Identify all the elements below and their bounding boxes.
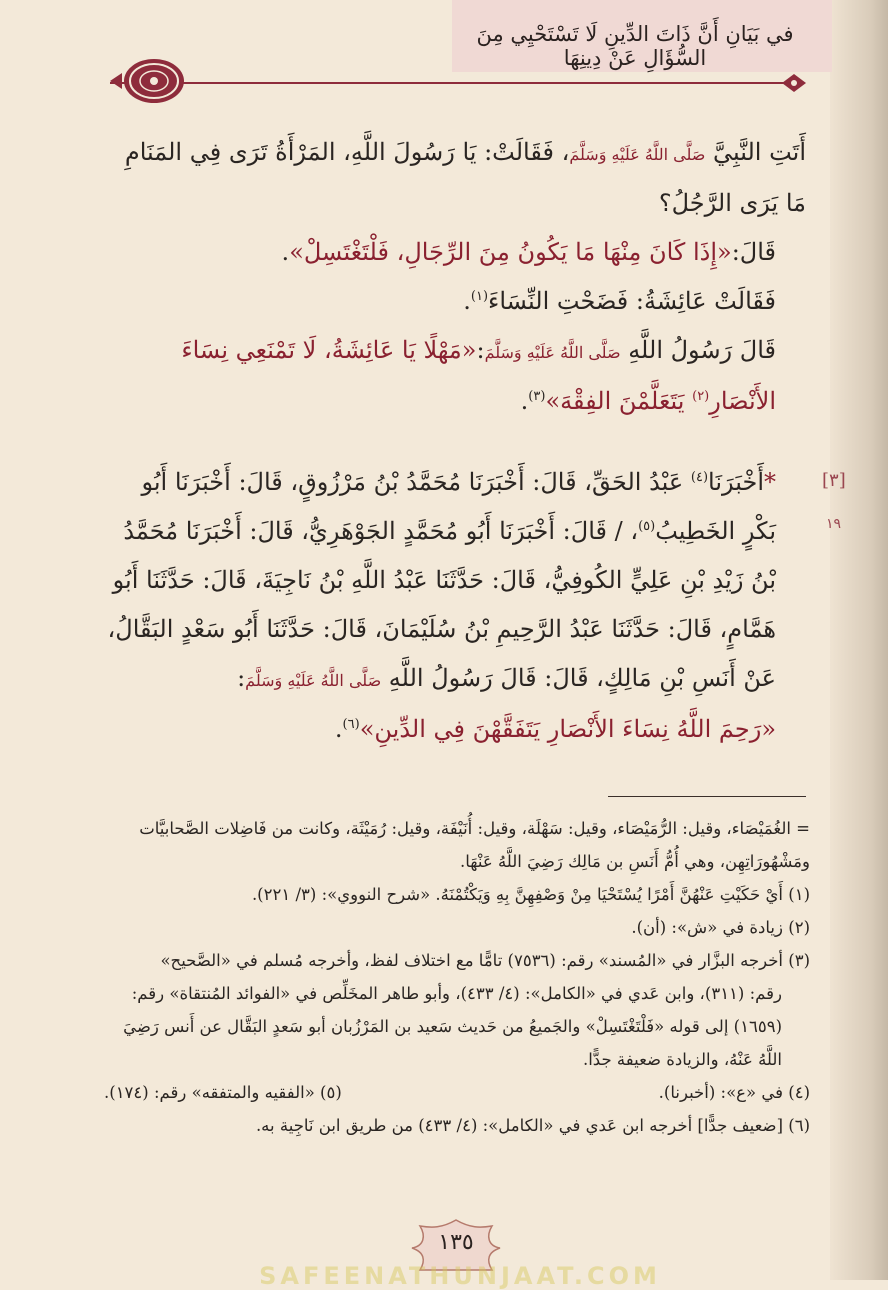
header-rule: [110, 82, 800, 84]
page-edge-shadow: [830, 0, 888, 1280]
footnote: (٢) زيادة في «ش»: (أن).: [631, 918, 810, 937]
text-segment: :: [237, 664, 246, 692]
paragraph: [104, 128, 806, 228]
footnote-marker: (٥): [638, 519, 656, 534]
text-segment: أَخْبَرَنَا: [708, 468, 764, 496]
watermark-text: SAFEENATHUNJAAT.COM: [259, 1262, 661, 1290]
hadith-number: [٣]: [822, 470, 846, 491]
paragraph: [104, 458, 806, 705]
honorific: صَلَّى اللَّهُ عَلَيْهِ وَسَلَّمَ: [569, 145, 706, 164]
text-segment: قَالَ رَسُولُ اللَّهِ: [620, 336, 776, 364]
text-segment: قَالَ:: [731, 238, 776, 266]
paragraph: [104, 277, 806, 326]
paragraph: [104, 705, 806, 754]
paragraph-gap: [104, 426, 806, 458]
text-segment: .: [281, 238, 290, 266]
footnote-marker: (٢): [692, 389, 710, 404]
page-number: ١٣٥: [438, 1230, 474, 1255]
hadith-quote: يَتَعَلَّمْنَ الفِقْهَ»: [545, 387, 693, 415]
text-segment: .: [520, 387, 529, 415]
footnote-marker: (٤): [690, 470, 709, 485]
honorific: صَلَّى اللَّهُ عَلَيْهِ وَسَلَّمَ: [484, 343, 621, 362]
footnote-continuation: رقم: (٣١١)، وابن عَدي في «الكامل»: (٤/ ٤٣٣)، وأبو طاهر المخَلِّص في «الفوائد المُنتقاة» رقم: (١٦٥٩) إلى قوله «فَلْتَغْتَسِلْ» والجَميعُ من حَديث سَعيد بن المَرْزُبان أبو سَعدٍ البَقَّال عن أَنس رَضِيَ اللَّهُ عَنْهُ، والزيادة ضعيفة جدًّا.: [123, 984, 782, 1069]
main-text: [104, 128, 806, 754]
hadith-asterisk: *: [764, 468, 776, 496]
footnote-rule: [608, 796, 806, 797]
text-segment: أَتَتِ النَّبِيَّ: [705, 138, 806, 166]
footnote-marker: (١): [470, 289, 489, 304]
footnote-marker: (٣): [528, 389, 546, 404]
text-segment: فَقَالَتْ عَائِشَةُ: فَضَحْتِ النِّسَاءَ: [488, 287, 776, 315]
text-segment: .: [463, 287, 471, 315]
text-segment: ، فَقَالَتْ: يَا رَسُولَ اللَّهِ، المَرْأَةُ تَرَى فِي المَنَامِ مَا يَرَى الرَّجُلُ؟: [124, 138, 806, 217]
paragraph: [104, 326, 806, 426]
footnote: (٣) أخرجه البزَّار في «المُسند» رقم: (٧٥٣٦) تامًّا مع اختلاف لفظ، وأخرجه مُسلم في «الصَّحيح»: [160, 951, 810, 970]
ornament-icon: [108, 55, 188, 107]
footnote-row: [104, 1076, 810, 1109]
honorific: صَلَّى اللَّهُ عَلَيْهِ وَسَلَّمَ: [245, 671, 382, 690]
footnote: (١) أَيْ حَكَيْتِ عَنْهُنَّ أَمْرًا يُسْتَحْيَا مِنْ وَصْفِهِنَّ بِهِ وَيَكْتُمْنَهُ. «شرح النووي»: (٣/ ٢٢١).: [251, 885, 810, 904]
text-segment: .: [334, 715, 343, 743]
paragraph: [104, 228, 806, 277]
text-segment: :: [476, 336, 485, 364]
footnote: (٥) «الفقيه والمتفقه» رقم: (١٧٤).: [104, 1083, 342, 1102]
footnote-marker: (٦): [342, 717, 360, 732]
text-segment: ، / قَالَ: أَخْبَرَنَا أَبُو مُحَمَّدٍ الجَوْهَرِيُّ، قَالَ: أَخْبَرَنَا مُحَمَّدُ بْنُ زَيْدِ بْنِ عَلِيٍّ الكُوفِيُّ، قَالَ: حَدَّثَنَا عَبْدُ اللَّهِ بْنُ نَاجِيَةَ، قَالَ: حَدَّثَنَا أَبُو هَمَّامٍ، قَالَ: حَدَّثَنَا عَبْدُ الرَّحِيمِ بْنُ سُلَيْمَانَ، قَالَ: حَدَّثَنَا أَبُو سَعْدٍ البَقَّالُ، عَنْ أَنَسِ بْنِ مَالِكٍ، قَالَ: قَالَ رَسُولُ اللَّهِ: [107, 517, 776, 692]
footnote: (٦) [ضعيف جدًّا] أخرجه ابن عَدي في «الكامل»: (٤/ ٤٣٣) من طريق ابن نَاجِية به.: [255, 1116, 810, 1135]
hadith-quote: «إِذَا كَانَ مِنْهَا مَا يَكُونُ مِنَ الرِّجَالِ، فَلْتَغْتَسِلْ»: [289, 238, 732, 266]
footnote: = الغُمَيْصَاء، وقيل: الرُّمَيْصَاء، وقيل: سَهْلَة، وقيل: أُنَيْفَة، وقيل: رُمَيْثَة، وكانت من فَاضِلات الصَّحابيَّات ومَشْهُورَاتِهِن، وهي أُمُّ أَنَسِ بن مَالِك رَضِيَ اللَّهُ عَنْهَا.: [139, 819, 810, 871]
rule-end-ornament-icon: [782, 72, 806, 94]
hadith-quote: «رَحِمَ اللَّهُ نِسَاءَ الأَنْصَارِ يَتَفَقَّهْنَ فِي الدِّينِ»: [359, 715, 776, 743]
hadith-quote: «مَهْلًا يَا عَائِشَةُ، لَا تَمْنَعِي نِسَاءَ الأَنْصَارِ: [181, 336, 776, 415]
footnote: (٤) في «ع»: (أخبرنا).: [658, 1083, 810, 1102]
text-segment: عَبْدُ الحَقِّ، قَالَ: أَخْبَرَنَا مُحَمَّدُ بْنُ مَرْزُوقٍ، قَالَ: أَخْبَرَنَا أَبُو بَكْرٍ الخَطِيبُ: [141, 468, 776, 545]
footnotes: [104, 812, 810, 1142]
running-header-title: في بَيَانِ أَنَّ ذَاتَ الدِّينِ لَا تَسْتَحْيِي مِنَ السُّؤَالِ عَنْ دِينِهَا: [476, 22, 794, 70]
manuscript-page-marker: ١٩: [826, 516, 842, 532]
